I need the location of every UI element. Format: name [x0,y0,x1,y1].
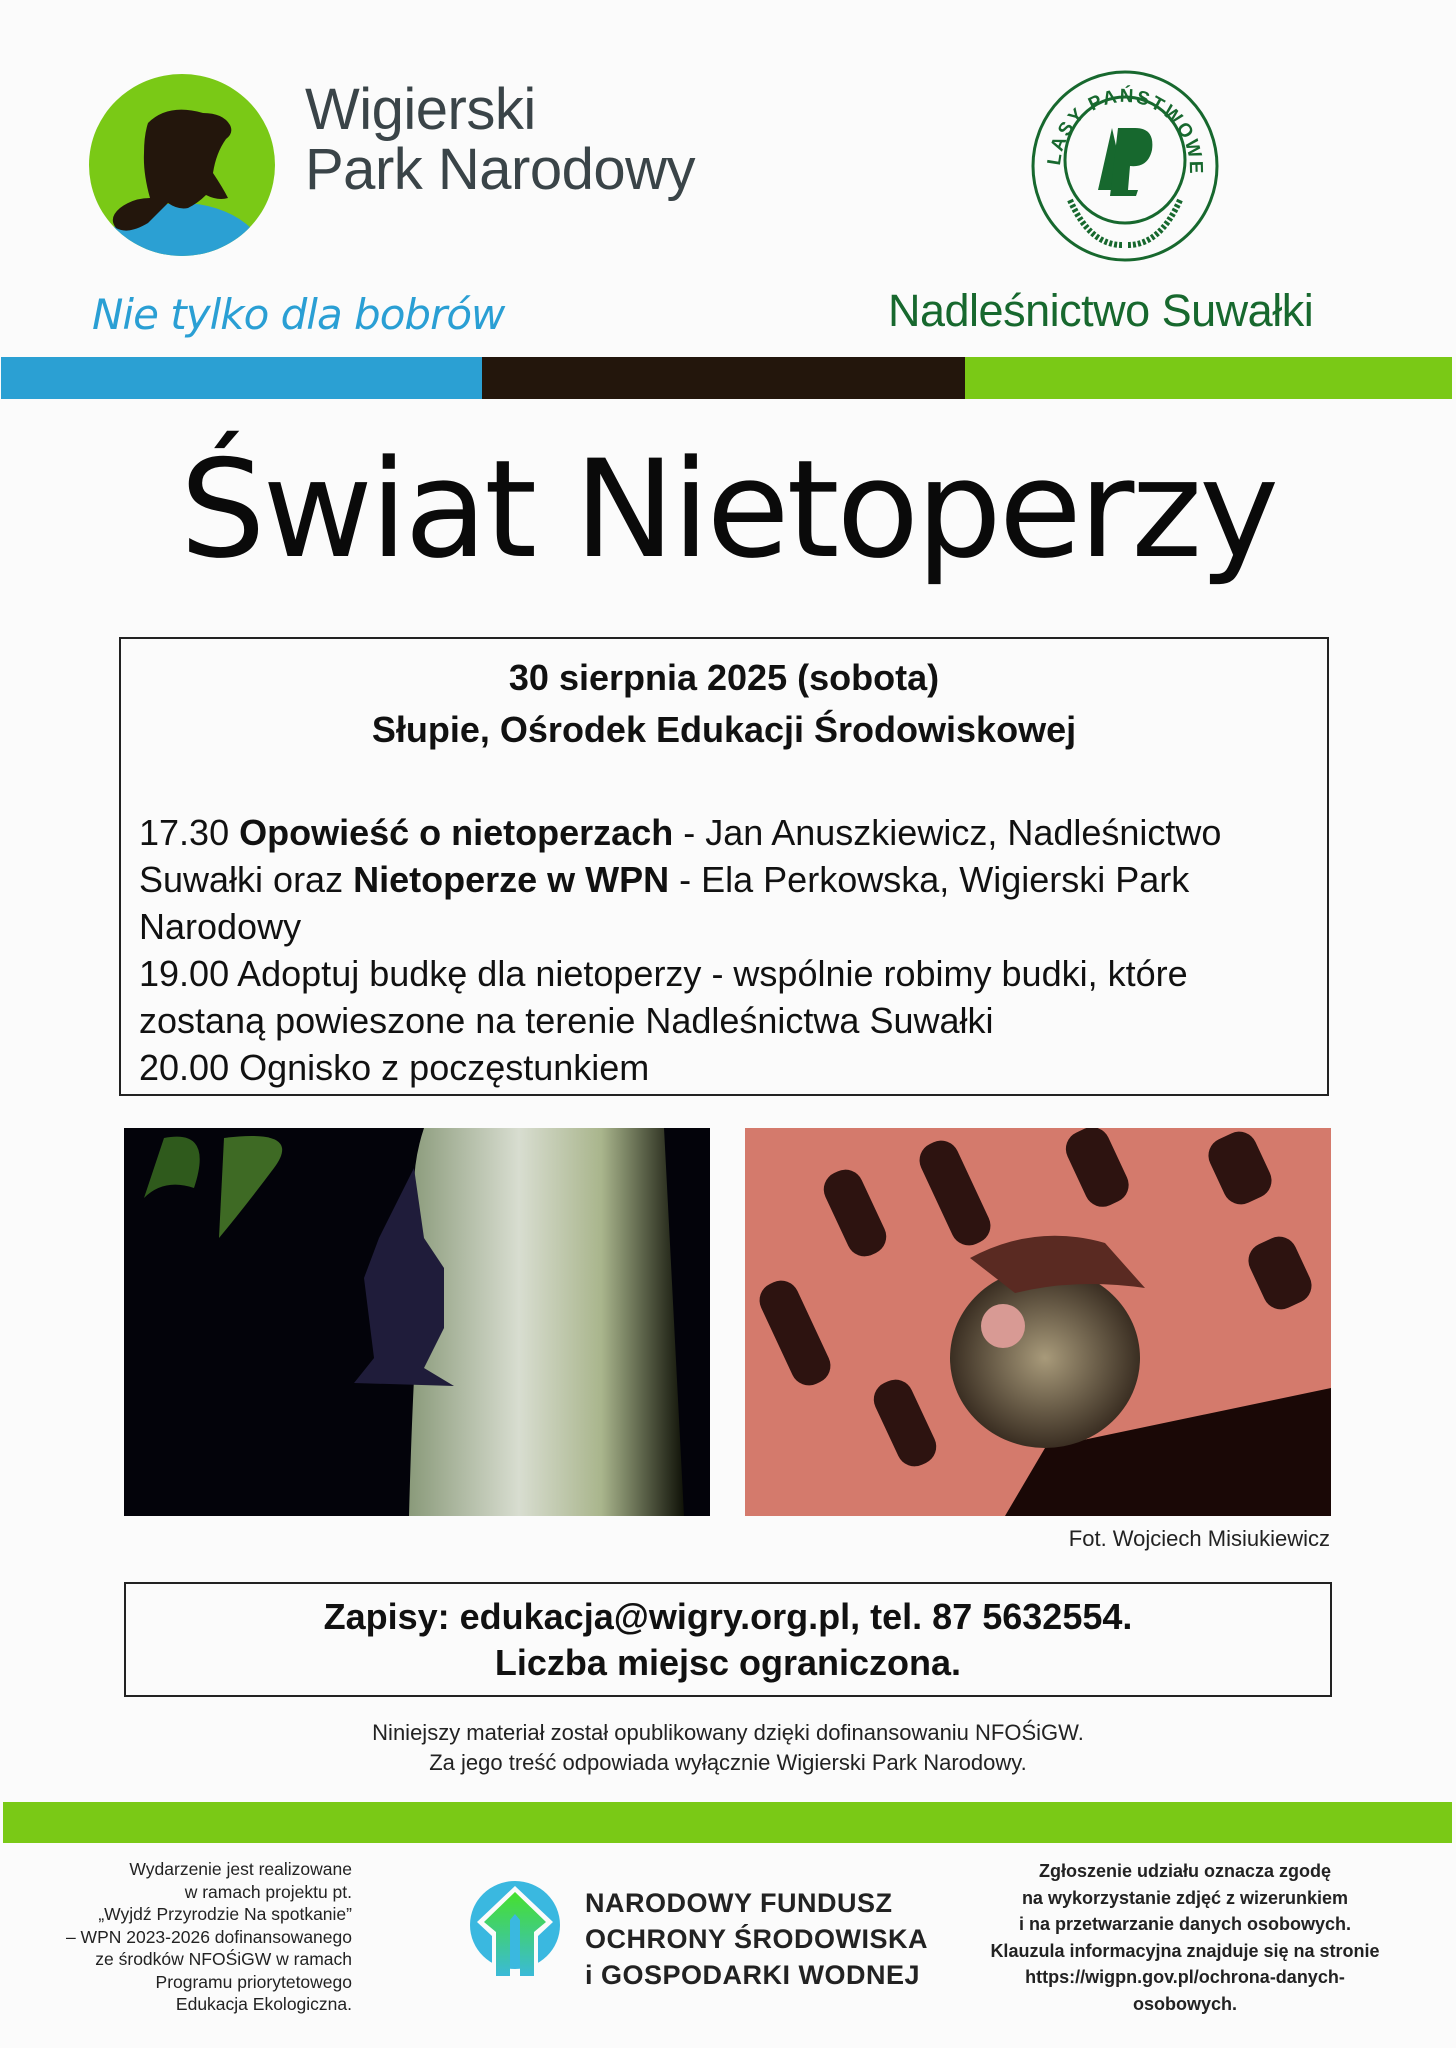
event-place: Słupie, Ośrodek Edukacji Środowiskowej [371,709,1077,750]
project-info-line: – WPN 2023-2026 dofinansowanego [65,1926,352,1947]
registration-contact: Zapisy: edukacja@wigry.org.pl, tel. 87 5632554. [323,1596,1133,1637]
project-info [0,1858,352,2016]
consent-line: i na przetwarzanie danych osobowych. [1018,1914,1352,1934]
schedule-item [139,809,1309,950]
footer-green-bar [3,1802,1452,1843]
funding-note-line: Za jego treść odpowiada wyłącznie Wigierski Park Narodowy. [429,1750,1027,1775]
consent-line: Zgłoszenie udziału oznacza zgodę [1038,1861,1332,1881]
bat-icon [950,1268,1140,1448]
wpn-beaver-logo [88,73,276,258]
park-name-line2: Park Narodowy [305,137,695,202]
bat-photo-tree [124,1128,710,1516]
schedule-item [139,950,1309,1044]
nfosigw-name-line: i GOSPODARKI WODNEJ [585,1960,921,1990]
tagline: Nie tylko dla bobrów [92,290,505,339]
schedule-time: 20.00 [139,1047,230,1088]
schedule-time: 17.30 [139,812,230,853]
stripe-green [965,357,1452,399]
schedule-text: Ognisko z poczęstunkiem [239,1047,650,1088]
schedule-item [139,1044,1309,1091]
consent-line: na wykorzystanie zdjęć z wizerunkiem [1021,1887,1349,1908]
consent-line: Klauzula informacyjna znajduje się na stronie [990,1940,1380,1961]
stripe-blue [1,357,482,399]
project-info-line: Programu priorytetowego [155,1971,352,1992]
privacy-link-cont[interactable]: osobowych. [1132,1993,1237,2014]
park-name [305,77,695,202]
project-info-line: „Wyjdź Przyrodzie Na spotkanie” [98,1904,352,1924]
nfosigw-logo-icon [468,1880,563,1985]
schedule-title: Nietoperze w WPN [353,859,670,900]
project-info-line: w ramach projektu pt. [184,1881,352,1902]
registration-box [124,1582,1332,1697]
event-schedule [139,809,1309,1091]
funding-note [0,1718,1456,1778]
park-name-line1: Wigierski [305,77,536,142]
photo-credit: Fot. Wojciech Misiukiewicz [1068,1526,1330,1551]
lp-emblem-text: LASY PAŃSTWOWE [1043,85,1207,176]
nfosigw-name [585,1885,928,1993]
project-info-line: Edukacja Ekologiczna. [175,1994,352,2014]
schedule-text: Adoptuj budkę dla nietoperzy - wspólnie robimy budki, które zostaną powieszone na terenie Nadleśnictwa Suwałki [139,953,1188,1041]
schedule-text: - Ela Perkowska, Wigierski Park Narodowy [139,859,1190,947]
funding-note-line: Niniejszy materiał został opublikowany dzięki dofinansowaniu NFOŚiGW. [372,1720,1084,1745]
project-info-line: ze środków NFOŚiGW w ramach [95,1949,352,1969]
nfosigw-name-line: OCHRONY ŚRODOWISKA [585,1924,929,1954]
event-date: 30 sierpnia 2025 (sobota) [508,657,940,698]
schedule-text: - Jan Anuszkiewicz, Nadleśnictwo Suwałki oraz [139,812,1222,900]
nfosigw-name-line: NARODOWY FUNDUSZ [585,1888,893,1918]
limited-seats-note: Liczba miejsc ograniczona. [494,1642,962,1683]
bat-photo-brick [745,1128,1331,1516]
forest-district-name: Nadleśnictwo Suwałki [888,285,1314,336]
consent-note [960,1858,1410,2017]
event-title: Świat Nietoperzy [179,431,1277,588]
privacy-link[interactable]: https://wigpn.gov.pl/ochrona-danych- [1025,1967,1345,1987]
schedule-time: 19.00 [139,953,230,994]
event-info-box [119,637,1329,1096]
stripe-brown [482,357,965,399]
lasy-panstwowe-logo [1030,70,1220,262]
project-info-line: Wydarzenie jest realizowane [129,1859,352,1879]
schedule-title: Opowieść o nietoperzach [239,812,674,853]
